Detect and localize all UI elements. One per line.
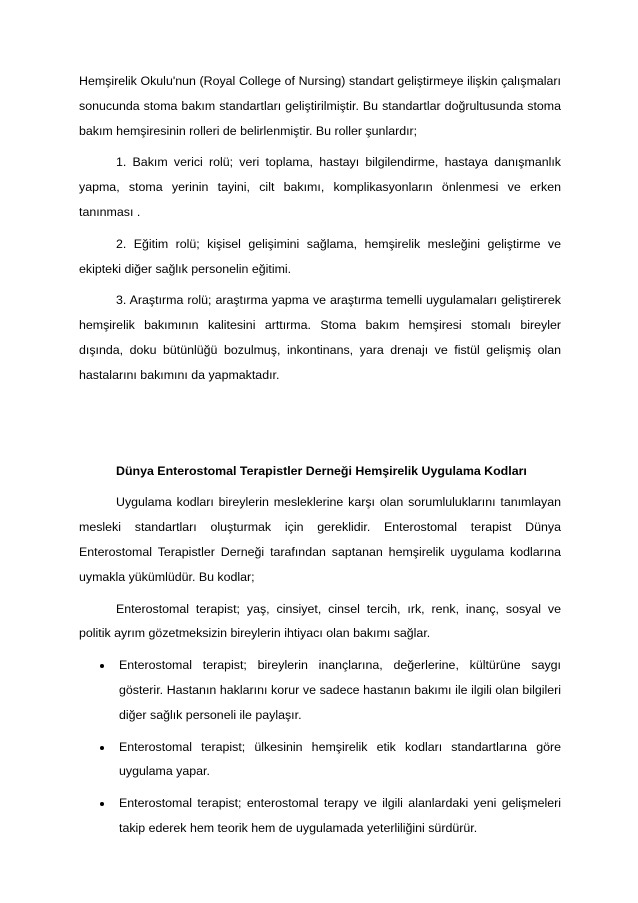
section-paragraph-codes: Uygulama kodları bireylerin mesleklerine karşı olan sorumluluklarını tanımlayan mesleki standartları oluşturmak için gereklidir. Enterostomal terapist Dünya Enterostomal Terapistler Derneği tarafından saptanan hemşirelik uygulama kodlarına uymakla yükümlüdür. Bu kodlar; <box>79 495 561 584</box>
role-item-education: 2. Eğitim rolü; kişisel gelişimini sağlama, hemşirelik mesleğini geliştirme ve ekipteki diğer sağlık personelin eğitimi. <box>79 236 561 276</box>
code-bullet-text: Enterostomal terapist; enterostomal terapy ve ilgili alanlardaki yeni gelişmeleri takip ederek hem teorik hem de uygulamada yeterliliğini sürdürür. <box>119 796 561 835</box>
code-bullet-text: Enterostomal terapist; ülkesinin hemşirelik etik kodları standartlarına göre uygulama yapar. <box>119 739 561 779</box>
code-bullet-item <box>79 791 561 841</box>
code-bullet-list <box>79 653 561 841</box>
intro-paragraph: Hemşirelik Okulu'nun (Royal College of Nursing) standart geliştirmeye ilişkin çalışmaları sonucunda stoma bakım standartları geliştirilmiştir. Bu standartlar doğrultusunda stoma bakım hemşiresinin rolleri de belirlenmiştir. Bu roller şunlardır; <box>79 74 561 138</box>
code-bullet-item <box>79 653 561 727</box>
role-item-care-giver: 1. Bakım verici rolü; veri toplama, hastayı bilgilendirme, hastaya danışmanlık yapma, stoma yerinin tayini, cilt bakımı, komplikasyonların önlenmesi ve erken tanınması . <box>79 155 561 219</box>
section-heading: Dünya Enterostomal Terapistler Derneği Hemşirelik Uygulama Kodları <box>116 463 527 478</box>
bullet-icon <box>100 664 104 668</box>
bullet-icon <box>100 802 104 806</box>
bullet-icon <box>100 746 104 750</box>
role-item-research: 3. Araştırma rolü; araştırma yapma ve araştırma temelli uygulamaları geliştirerek hemşirelik bakımının kalitesini arttırma. Stoma bakım hemşiresi stomalı bireyler dışında, doku bütünlüğü bozulmuş, inkontinans, yara drenajı ve fistül gelişmiş olan hastalarını bakımını da yapmaktadır. <box>79 293 561 382</box>
section-paragraph-equality: Enterostomal terapist; yaş, cinsiyet, cinsel tercih, ırk, renk, inanç, sosyal ve politik ayrım gözetmeksizin bireylerin ihtiyacı olan bakımı sağlar. <box>79 601 561 641</box>
document-page <box>79 69 561 841</box>
code-bullet-item <box>79 735 561 785</box>
code-bullet-text: Enterostomal terapist; bireylerin inançlarına, değerlerine, kültürüne saygı gösterir. Hastanın haklarını korur ve sadece hastanın bakımı ile ilgili olan bilgileri diğer sağlık personeli ile paylaşır. <box>119 658 561 722</box>
